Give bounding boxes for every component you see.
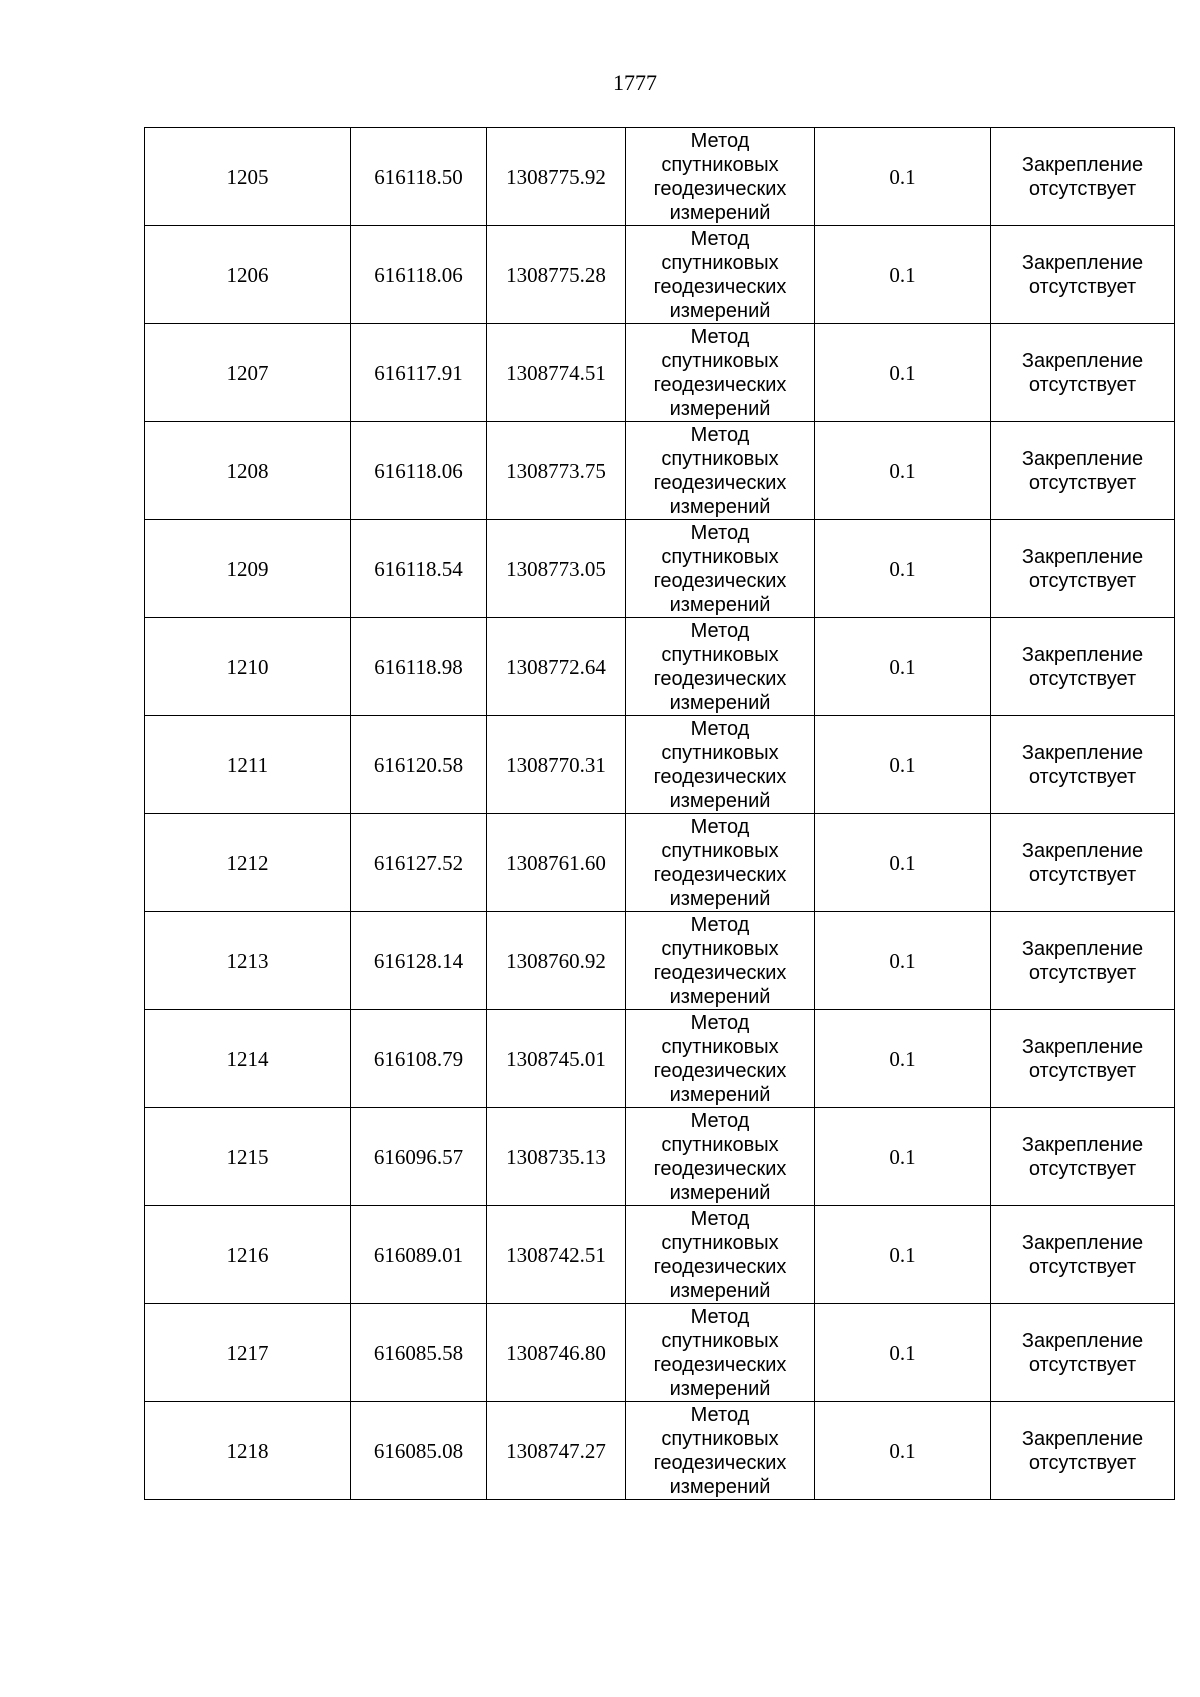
- accuracy-cell-text: 0.1: [889, 360, 916, 385]
- x-coordinate-cell-text: 616118.06: [374, 458, 463, 483]
- method-cell-text: Метод спутниковых геодезических измерений: [653, 717, 787, 812]
- y-coordinate-cell: [487, 912, 626, 1010]
- x-coordinate-cell: [351, 128, 487, 226]
- fixing-cell-text: Закрепление отсутствует: [1021, 1329, 1144, 1376]
- fixing-cell: [991, 422, 1175, 520]
- method-cell: [626, 716, 815, 814]
- y-coordinate-cell: [487, 1206, 626, 1304]
- x-coordinate-cell: [351, 1304, 487, 1402]
- point-number-cell: [145, 422, 351, 520]
- fixing-cell: [991, 324, 1175, 422]
- table-row: [145, 422, 1175, 520]
- fixing-cell-text: Закрепление отсутствует: [1021, 349, 1144, 396]
- point-number-cell: [145, 520, 351, 618]
- point-number-cell: [145, 716, 351, 814]
- method-cell-text: Метод спутниковых геодезических измерений: [653, 913, 787, 1008]
- accuracy-cell: [815, 912, 991, 1010]
- point-number-cell-text: 1208: [226, 458, 269, 483]
- accuracy-cell-text: 0.1: [889, 556, 916, 581]
- accuracy-cell-text: 0.1: [889, 752, 916, 777]
- method-cell: [626, 814, 815, 912]
- y-coordinate-cell-text: 1308742.51: [506, 1242, 606, 1267]
- point-number-cell: [145, 226, 351, 324]
- x-coordinate-cell-text: 616118.06: [374, 262, 463, 287]
- fixing-cell-text: Закрепление отсутствует: [1021, 1133, 1144, 1180]
- accuracy-cell: [815, 128, 991, 226]
- point-number-cell-text: 1205: [226, 164, 269, 189]
- y-coordinate-cell: [487, 618, 626, 716]
- y-coordinate-cell-text: 1308773.05: [506, 556, 606, 581]
- x-coordinate-cell: [351, 618, 487, 716]
- method-cell: [626, 618, 815, 716]
- x-coordinate-cell: [351, 1402, 487, 1500]
- table-row: [145, 1206, 1175, 1304]
- x-coordinate-cell: [351, 1108, 487, 1206]
- table-row: [145, 1304, 1175, 1402]
- accuracy-cell: [815, 1108, 991, 1206]
- point-number-cell: [145, 618, 351, 716]
- point-number-cell: [145, 912, 351, 1010]
- point-number-cell: [145, 128, 351, 226]
- accuracy-cell-text: 0.1: [889, 654, 916, 679]
- y-coordinate-cell-text: 1308775.28: [506, 262, 606, 287]
- fixing-cell: [991, 520, 1175, 618]
- x-coordinate-cell-text: 616118.98: [374, 654, 463, 679]
- coordinates-table: [144, 127, 1175, 1500]
- table-row: [145, 128, 1175, 226]
- fixing-cell: [991, 618, 1175, 716]
- method-cell: [626, 1206, 815, 1304]
- accuracy-cell: [815, 226, 991, 324]
- accuracy-cell-text: 0.1: [889, 850, 916, 875]
- accuracy-cell-text: 0.1: [889, 1242, 916, 1267]
- point-number-cell: [145, 1010, 351, 1108]
- point-number-cell-text: 1215: [226, 1144, 269, 1169]
- table-row: [145, 1010, 1175, 1108]
- point-number-cell: [145, 1304, 351, 1402]
- x-coordinate-cell: [351, 324, 487, 422]
- point-number-cell: [145, 1402, 351, 1500]
- point-number-cell-text: 1207: [226, 360, 269, 385]
- x-coordinate-cell: [351, 1206, 487, 1304]
- x-coordinate-cell-text: 616096.57: [373, 1144, 464, 1169]
- x-coordinate-cell: [351, 520, 487, 618]
- accuracy-cell: [815, 1402, 991, 1500]
- y-coordinate-cell: [487, 422, 626, 520]
- accuracy-cell-text: 0.1: [889, 1144, 916, 1169]
- method-cell-text: Метод спутниковых геодезических измерений: [653, 1207, 787, 1302]
- x-coordinate-cell-text: 616118.54: [374, 556, 463, 581]
- y-coordinate-cell: [487, 1304, 626, 1402]
- fixing-cell: [991, 128, 1175, 226]
- method-cell-text: Метод спутниковых геодезических измерений: [653, 1109, 787, 1204]
- fixing-cell-text: Закрепление отсутствует: [1021, 447, 1144, 494]
- method-cell-text: Метод спутниковых геодезических измерений: [653, 815, 787, 910]
- method-cell-text: Метод спутниковых геодезических измерений: [653, 227, 787, 322]
- method-cell: [626, 520, 815, 618]
- method-cell: [626, 1108, 815, 1206]
- point-number-cell-text: 1214: [226, 1046, 269, 1071]
- y-coordinate-cell-text: 1308747.27: [506, 1438, 606, 1463]
- y-coordinate-cell-text: 1308761.60: [506, 850, 606, 875]
- x-coordinate-cell: [351, 226, 487, 324]
- y-coordinate-cell-text: 1308772.64: [506, 654, 606, 679]
- y-coordinate-cell-text: 1308760.92: [506, 948, 606, 973]
- y-coordinate-cell: [487, 128, 626, 226]
- accuracy-cell-text: 0.1: [889, 948, 916, 973]
- table-row: [145, 618, 1175, 716]
- point-number-cell: [145, 814, 351, 912]
- method-cell: [626, 324, 815, 422]
- fixing-cell: [991, 814, 1175, 912]
- x-coordinate-cell-text: 616117.91: [374, 360, 463, 385]
- point-number-cell-text: 1209: [226, 556, 269, 581]
- table-row: [145, 324, 1175, 422]
- fixing-cell: [991, 226, 1175, 324]
- method-cell-text: Метод спутниковых геодезических измерений: [653, 325, 787, 420]
- accuracy-cell: [815, 716, 991, 814]
- method-cell-text: Метод спутниковых геодезических измерений: [653, 521, 787, 616]
- x-coordinate-cell-text: 616089.01: [373, 1242, 464, 1267]
- y-coordinate-cell: [487, 324, 626, 422]
- y-coordinate-cell: [487, 520, 626, 618]
- method-cell: [626, 128, 815, 226]
- point-number-cell-text: 1217: [226, 1340, 269, 1365]
- fixing-cell: [991, 1402, 1175, 1500]
- x-coordinate-cell: [351, 912, 487, 1010]
- x-coordinate-cell: [351, 422, 487, 520]
- y-coordinate-cell-text: 1308774.51: [506, 360, 606, 385]
- table-row: [145, 716, 1175, 814]
- y-coordinate-cell-text: 1308745.01: [506, 1046, 606, 1071]
- accuracy-cell: [815, 814, 991, 912]
- x-coordinate-cell: [351, 1010, 487, 1108]
- fixing-cell-text: Закрепление отсутствует: [1021, 741, 1144, 788]
- y-coordinate-cell-text: 1308775.92: [506, 164, 606, 189]
- point-number-cell-text: 1216: [226, 1242, 269, 1267]
- y-coordinate-cell-text: 1308773.75: [506, 458, 606, 483]
- fixing-cell-text: Закрепление отсутствует: [1021, 251, 1144, 298]
- fixing-cell: [991, 716, 1175, 814]
- method-cell: [626, 1010, 815, 1108]
- table-row: [145, 1402, 1175, 1500]
- accuracy-cell: [815, 1304, 991, 1402]
- fixing-cell-text: Закрепление отсутствует: [1021, 1035, 1144, 1082]
- x-coordinate-cell-text: 616085.08: [373, 1438, 464, 1463]
- y-coordinate-cell: [487, 1402, 626, 1500]
- method-cell: [626, 912, 815, 1010]
- accuracy-cell: [815, 422, 991, 520]
- point-number-cell-text: 1212: [226, 850, 269, 875]
- accuracy-cell: [815, 618, 991, 716]
- method-cell-text: Метод спутниковых геодезических измерений: [653, 1011, 787, 1106]
- y-coordinate-cell-text: 1308746.80: [506, 1340, 606, 1365]
- accuracy-cell: [815, 1010, 991, 1108]
- fixing-cell-text: Закрепление отсутствует: [1021, 937, 1144, 984]
- fixing-cell: [991, 912, 1175, 1010]
- page-number: 1777: [613, 70, 657, 95]
- table-row: [145, 1108, 1175, 1206]
- y-coordinate-cell-text: 1308770.31: [506, 752, 606, 777]
- fixing-cell: [991, 1304, 1175, 1402]
- method-cell: [626, 1402, 815, 1500]
- accuracy-cell: [815, 520, 991, 618]
- method-cell: [626, 422, 815, 520]
- accuracy-cell-text: 0.1: [889, 1046, 916, 1071]
- fixing-cell-text: Закрепление отсутствует: [1021, 1427, 1144, 1474]
- fixing-cell-text: Закрепление отсутствует: [1021, 153, 1144, 200]
- y-coordinate-cell: [487, 1108, 626, 1206]
- table-row: [145, 912, 1175, 1010]
- point-number-cell: [145, 1108, 351, 1206]
- accuracy-cell-text: 0.1: [889, 1340, 916, 1365]
- x-coordinate-cell: [351, 814, 487, 912]
- fixing-cell-text: Закрепление отсутствует: [1021, 545, 1144, 592]
- point-number-cell: [145, 1206, 351, 1304]
- accuracy-cell-text: 0.1: [889, 1438, 916, 1463]
- method-cell: [626, 1304, 815, 1402]
- y-coordinate-cell-text: 1308735.13: [506, 1144, 606, 1169]
- method-cell-text: Метод спутниковых геодезических измерений: [653, 1305, 787, 1400]
- fixing-cell-text: Закрепление отсутствует: [1021, 643, 1144, 690]
- fixing-cell: [991, 1108, 1175, 1206]
- table-row: [145, 226, 1175, 324]
- method-cell-text: Метод спутниковых геодезических измерений: [653, 1403, 787, 1498]
- method-cell-text: Метод спутниковых геодезических измерений: [653, 129, 787, 224]
- x-coordinate-cell-text: 616108.79: [373, 1046, 464, 1071]
- point-number-cell-text: 1213: [226, 948, 269, 973]
- accuracy-cell: [815, 324, 991, 422]
- x-coordinate-cell-text: 616128.14: [373, 948, 464, 973]
- method-cell-text: Метод спутниковых геодезических измерений: [653, 619, 787, 714]
- x-coordinate-cell-text: 616118.50: [374, 164, 463, 189]
- fixing-cell-text: Закрепление отсутствует: [1021, 839, 1144, 886]
- coordinates-table-body: [145, 128, 1175, 1500]
- point-number-cell-text: 1206: [226, 262, 269, 287]
- y-coordinate-cell: [487, 716, 626, 814]
- fixing-cell: [991, 1010, 1175, 1108]
- accuracy-cell-text: 0.1: [889, 164, 916, 189]
- table-row: [145, 814, 1175, 912]
- point-number-cell-text: 1218: [226, 1438, 269, 1463]
- fixing-cell-text: Закрепление отсутствует: [1021, 1231, 1144, 1278]
- accuracy-cell: [815, 1206, 991, 1304]
- point-number-cell-text: 1210: [226, 654, 269, 679]
- point-number-cell: [145, 324, 351, 422]
- x-coordinate-cell-text: 616127.52: [373, 850, 464, 875]
- y-coordinate-cell: [487, 226, 626, 324]
- x-coordinate-cell: [351, 716, 487, 814]
- y-coordinate-cell: [487, 814, 626, 912]
- y-coordinate-cell: [487, 1010, 626, 1108]
- x-coordinate-cell-text: 616120.58: [373, 752, 464, 777]
- point-number-cell-text: 1211: [226, 752, 269, 777]
- fixing-cell: [991, 1206, 1175, 1304]
- accuracy-cell-text: 0.1: [889, 262, 916, 287]
- x-coordinate-cell-text: 616085.58: [373, 1340, 464, 1365]
- method-cell: [626, 226, 815, 324]
- table-row: [145, 520, 1175, 618]
- method-cell-text: Метод спутниковых геодезических измерений: [653, 423, 787, 518]
- accuracy-cell-text: 0.1: [889, 458, 916, 483]
